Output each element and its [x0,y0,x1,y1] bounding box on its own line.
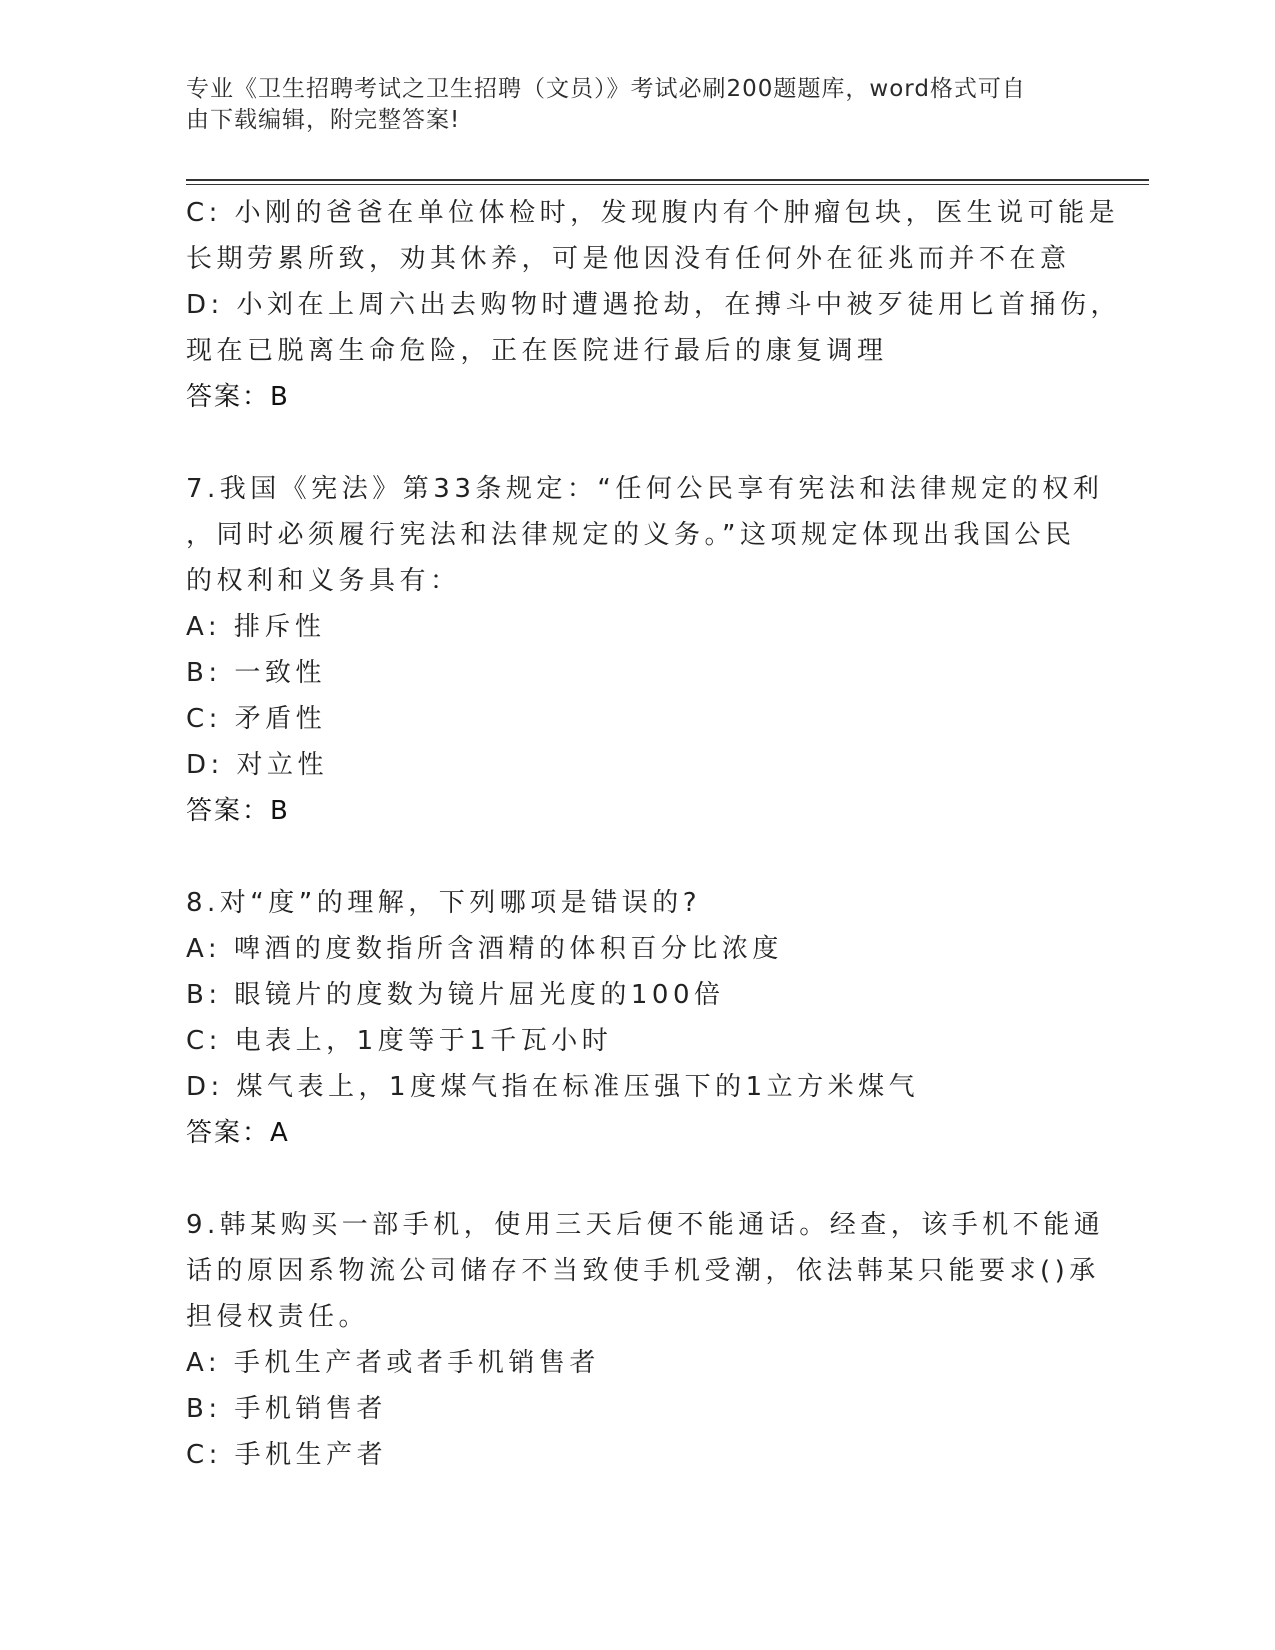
option-d-line-1: D: 小刘在上周六出去购物时遭遇抢劫，在搏斗中被歹徒用匕首捅伤， [186,290,1122,320]
question-7 [186,466,1104,834]
question-9-option-b: B: 手机销售者 [186,1394,387,1424]
question-7-option-c: C: 矛盾性 [186,704,327,734]
header-line-1: 专业《卫生招聘考试之卫生招聘（文员）》考试必刷200题题库，word格式可自 [186,76,1026,102]
question-7-stem-line-3: 的权利和义务具有： [186,566,461,596]
question-7-option-a: A: 排斥性 [186,612,326,642]
spacer [186,420,1086,466]
question-8-answer: 答案：A [186,1118,290,1148]
question-9-option-c: C: 手机生产者 [186,1440,388,1470]
spacer [186,1156,1086,1202]
question-8-option-b: B: 眼镜片的度数为镜片屈光度的100倍 [186,980,725,1010]
question-9-stem-line-1: 9.韩某购买一部手机，使用三天后便不能通话。经查，该手机不能通 [186,1210,1105,1240]
question-8-option-a: A: 啤酒的度数指所含酒精的体积百分比浓度 [186,934,783,964]
question-9-option-a: A: 手机生产者或者手机销售者 [186,1348,600,1378]
question-6-continued [186,190,1122,420]
header-divider-thin [186,184,1149,185]
question-9 [186,1202,1105,1478]
question-7-option-b: B: 一致性 [186,658,326,688]
question-9-stem-line-2: 话的原因系物流公司储存不当致使手机受潮，依法韩某只能要求()承 [186,1256,1100,1286]
question-7-stem-line-1: 7.我国《宪法》第33条规定：“任何公民享有宪法和法律规定的权利 [186,474,1104,504]
answer-label: 答案：B [186,382,290,412]
document-header [186,74,1066,136]
spacer [186,834,1086,880]
question-8-stem: 8.对“度”的理解，下列哪项是错误的? [186,888,702,918]
document-body [186,190,1122,1478]
question-8-option-c: C: 电表上，1度等于1千瓦小时 [186,1026,613,1056]
question-7-stem-line-2: ，同时必须履行宪法和法律规定的义务。”这项规定体现出我国公民 [186,520,1076,550]
question-7-option-d: D: 对立性 [186,750,329,780]
question-7-answer: 答案：B [186,796,290,826]
header-line-2: 由下载编辑，附完整答案! [186,107,461,133]
question-9-stem-line-3: 担侵权责任。 [186,1302,370,1332]
header-divider-thick [186,179,1149,181]
question-8 [186,880,1086,1156]
option-d-line-2: 现在已脱离生命危险，正在医院进行最后的康复调理 [186,336,888,366]
option-c-line-2: 长期劳累所致，劝其休养，可是他因没有任何外在征兆而并不在意 [186,244,1071,274]
option-c-line-1: C: 小刚的爸爸在单位体检时，发现腹内有个肿瘤包块，医生说可能是 [186,198,1120,228]
question-8-option-d: D: 煤气表上，1度煤气指在标准压强下的1立方米煤气 [186,1072,920,1102]
